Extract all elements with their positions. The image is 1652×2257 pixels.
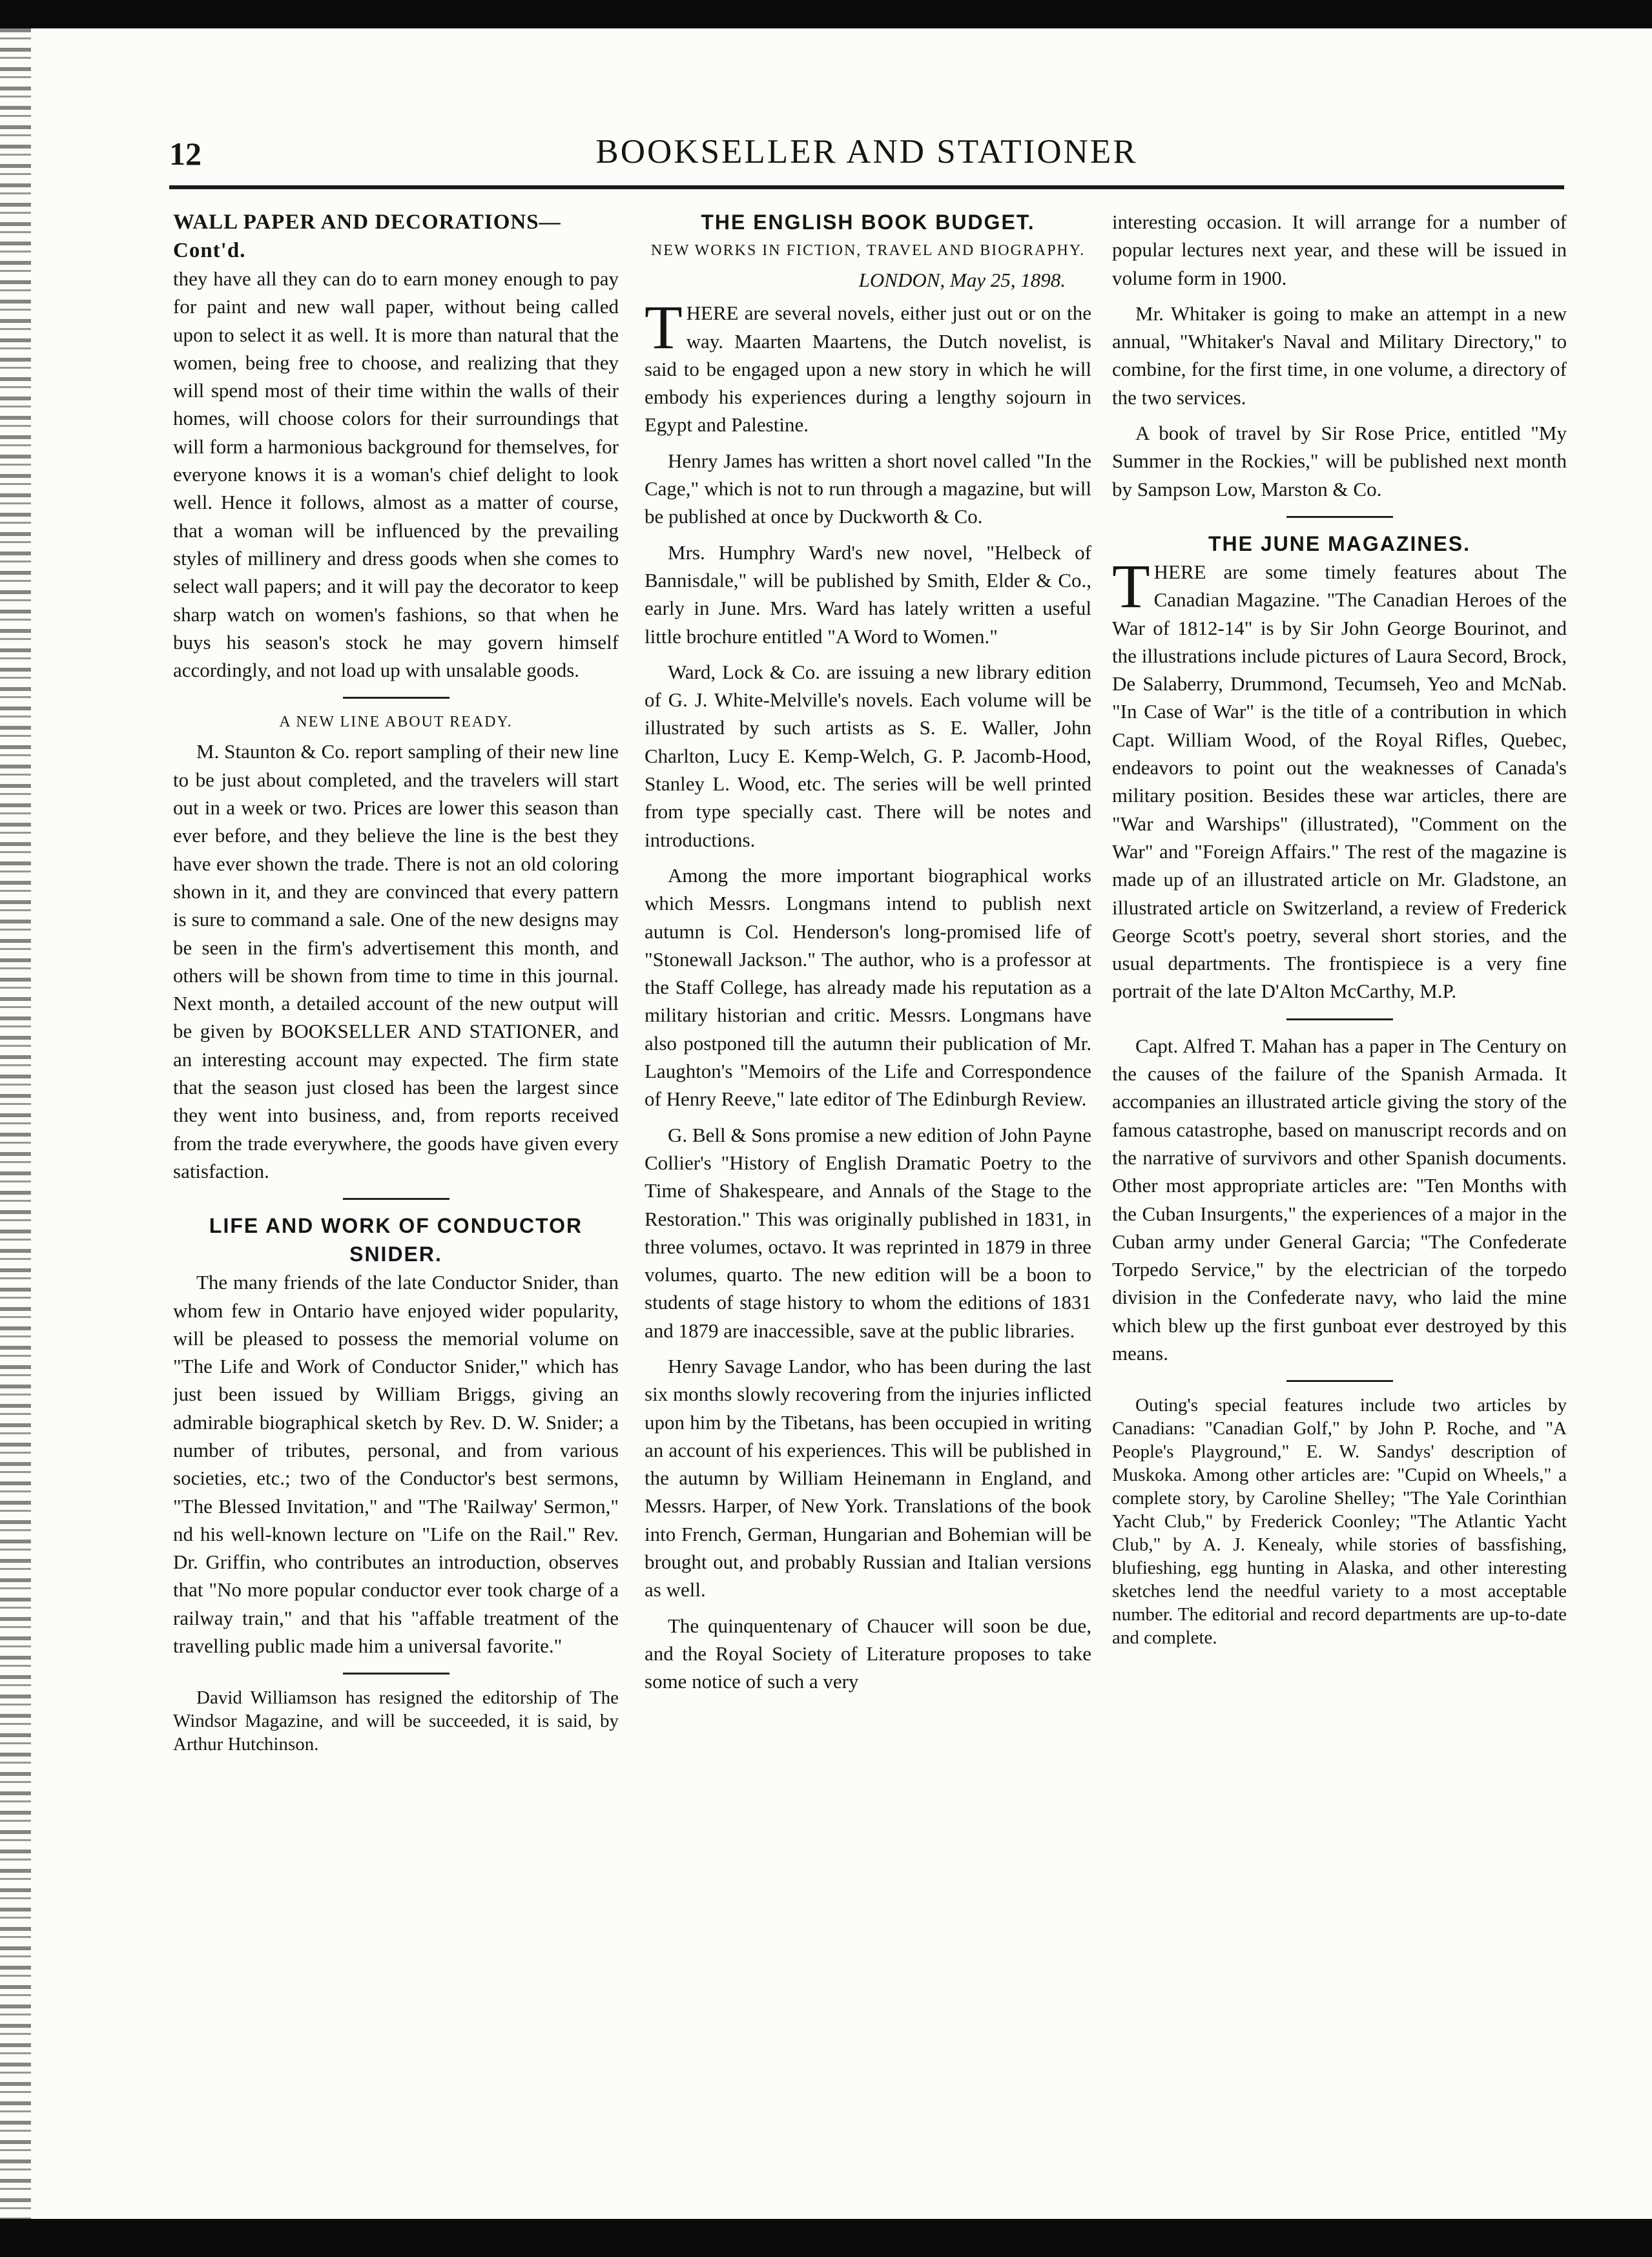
divider [1286,516,1393,518]
drop-cap: T [1112,551,1150,621]
paragraph: G. Bell & Sons promise a new edition of John Payne Collier's "History of English Dramatic Poetry to the Time of Shakespeare, and Annals of the Stage to the Restoration." This was originally published in 1831, in three volumes, octavo. It was reprinted in 1879 in three volumes, quarto. The new edition will be a boon to students of stage history to whom the editions of 1831 and 1879 are inaccessible, save at the public libraries. [645,1123,1091,1342]
paragraph: Ward, Lock & Co. are issuing a new library edition of G. J. White-Melville's novels. Each volume will be illustrated by such artists as S. E. Waller, John Charlton, Lucy E. Kemp-Welch, G. P. Jacomb-Hood, Stanley L. Wood, etc. The series will be well printed from type specially cast. There will be notes and introductions. [645,660,1091,851]
paragraph: M. Staunton & Co. report sampling of their new line to be just about completed, and the travelers will start out in a week or two. Prices are lower this season than ever before, and they believe the line is the best they have ever shown the trade. There is not an old coloring shown in it, and they are convinced that every pattern is sure to command a sale. One of the new designs may be seen in the firm's advertisement this month, and others will be shown from time to time in this journal. Next month, a detailed account of the new output will be given by BOOKSELLER AND STATIONER, and an interesting account may expected. The firm state that the season just closed has been the largest since they went into business, and, from reports received from the trade everywhere, the goods have given every satisfaction. [173,740,619,1182]
paragraph: Capt. Alfred T. Mahan has a paper in The Century on the causes of the failure of the Spanish Armada. It accompanies an illustrated article giving the story of the famous catastrophe, based on manuscript records and on the narrative of survivors and other Spanish documents. Other most appropriate articles are: "Ten Months with the Cuban Insurgents," the experiences of a major in the Cuban army under General Garcia; "The Confederate Torpedo Service," by the electrician of the torpedo division in the Confederate navy, who laid the mine which blew up the first gunboat ever destroyed by this means. [1112,1034,1567,1365]
column-1 [173,208,619,2197]
paragraph: they have all they can do to earn money enough to pay for paint and new wall paper, without being called upon to select it as well. It is more than natural that the women, being free to choose, and realizing that they will spend most of their time within the walls of their homes, will choose colors for their surroundings that will form a harmonious background for themselves, for everyone knows it is a woman's chief delight to look well. Hence it follows, almost as a matter of course, that a woman will be influenced by the prevailing styles of millinery and dress goods when she comes to select wall papers; and it will pay the decorator to keep sharp watch on women's fashions, so that when he buys his season's stock he may govern himself accordingly, and not load up with unsalable goods. [173,267,619,682]
paragraph: Mrs. Humphry Ward's new novel, "Helbeck of Bannisdale," will be published by Smith, Elder & Co., early in June. Mrs. Ward has lately written a useful little brochure entitled "A Word to Women." [645,541,1091,648]
paragraph: Henry James has written a short novel called "In the Cage," which is not to run through a magazine, but will be published at once by Duckworth & Co. [645,449,1091,528]
divider [343,1673,449,1675]
running-head: BOOKSELLER AND STATIONER [595,133,1138,170]
dateline: LONDON, May 25, 1898. [858,269,1066,291]
paragraph: interesting occasion. It will arrange for a number of popular lectures next year, and these will be issued in volume form in 1900. [1112,211,1567,289]
section-heading-june-magazines: THE JUNE MAGAZINES. [1208,531,1471,555]
page-number: 12 [169,136,201,172]
subheading-new-works: NEW WORKS IN FICTION, TRAVEL AND BIOGRAPHY. [650,242,1086,259]
paragraph: The quinquentenary of Chaucer will soon be due, and the Royal Society of Literature proposes to take some notice of such a very [645,1614,1091,1693]
section-heading-wall-paper: WALL PAPER AND DECORATIONS—Cont'd. [173,211,561,262]
column-3 [1112,208,1567,2197]
divider [1286,1018,1393,1020]
page-header [169,132,1564,178]
divider [343,697,449,699]
subheading-new-line: A NEW LINE ABOUT READY. [279,714,513,731]
section-heading-conductor-snider: LIFE AND WORK OF CONDUCTOR SNIDER. [209,1214,583,1266]
paragraph [645,293,1091,438]
paragraph: Outing's special features include two articles by Canadians: "Canadian Golf," by John P. Roche, and "A People's Playground," E. W. Sandys' description of Muskoka. Among other articles are: "Cupid on Wheels," a complete story, by Caroline Shelley; "The Yale Corinthian Yacht Club," by Frederick Coonley; "The Atlantic Yacht Club," by A. J. Kenealy, while stories of bassfishing, blufieshing, egg hunting in Alaska, and other interesting sketches lend the needful variety to a most acceptable number. The editorial and record departments are up-to-date and complete. [1112,1395,1567,1649]
paragraph: Mr. Whitaker is going to make an attempt in a new annual, "Whitaker's Naval and Military Directory," to combine, for the first time, in one volume, a directory of the two services. [1112,302,1567,409]
drop-cap: T [645,293,683,362]
paragraph-text: HERE are some timely features about The Canadian Magazine. "The Canadian Heroes of the War of 1812-14" is by Sir John George Bourinot, and the illustrations include pictures of Laura Secord, Brock, De Salaberry, Drummond, Tecumseh, Yeo and McNab. "In Case of War" is the title of a contribution in which Capt. William Wood, of the Royal Rifles, Quebec, endeavors to point out the weaknesses of Canada's military position. Besides these war articles, there are "War and Warships" (illustrated), "Comment on the War" and "Foreign Affairs." The rest of the magazine is made up of an illustrated article on Mr. Gladstone, an illustrated article on Switzerland, a review of Frederick George Scott's poetry, several short stories, and the usual departments. The frontispiece is a very fine portrait of the late D'Alton McCarthy, M.P. [1112,560,1567,1003]
divider [1286,1380,1393,1382]
paragraph: Among the more important biographical works which Messrs. Longmans intend to publish next autumn is Col. Henderson's long-promised life of "Stonewall Jackson." The author, who is a professor at the Staff College, has already made his reputation as a military historian and critic. Messrs. Longmans have also postponed till the autumn their publication of Mr. Laughton's "Memoirs of the Life and Correspondence of Henry Reeve," late editor of The Edinburgh Review. [645,863,1091,1111]
paragraph [1112,551,1567,1005]
paragraph-text: HERE are several novels, either just out or on the way. Maarten Maartens, the Dutch novelist, is said to be engaged upon a new story in which he will embody his experiences during a lengthy sojourn in Egypt and Palestine. [645,302,1091,437]
header-rule [169,185,1564,189]
paragraph: A book of travel by Sir Rose Price, entitled "My Summer in the Rockies," will be published next month by Sampson Low, Marston & Co. [1112,422,1567,500]
paragraph: The many friends of the late Conductor Snider, than whom few in Ontario have enjoyed wider popularity, will be pleased to possess the memorial volume on "The Life and Work of Conductor Snider," which has just been issued by William Briggs, giving an admirable biographical sketch by Rev. D. W. Snider; a number of tributes, personal, and from various societies, etc.; two of the Conductor's best sermons, "The Blessed Invitation," and "The 'Railway' Sermon," nd his well-known lecture on "Life on the Rail." Rev. Dr. Griffin, who contributes an introduction, observes that "No more popular conductor ever took charge of a railway train," and that his "affable treatment of the travelling public made him a universal favorite." [173,1271,619,1658]
divider [343,1198,449,1200]
paragraph: David Williamson has resigned the editorship of The Windsor Magazine, and will be succeeded, it is said, by Arthur Hutchinson. [173,1687,619,1755]
column-2 [645,208,1091,2197]
scan-border-bottom [0,2219,1652,2257]
scan-border-left [0,28,31,2219]
paragraph: Henry Savage Landor, who has been during the last six months slowly recovering from the injuries inflicted upon him by the Tibetans, has been occupied in writing an account of his experiences. This will be published in the autumn by William Heinemann in England, and Messrs. Harper, of New York. Translations of the book into French, German, Hungarian and Bohemian will be brought out, and probably Russian and Italian versions as well. [645,1354,1091,1602]
scan-border-top [0,0,1652,28]
section-heading-english-book-budget: THE ENGLISH BOOK BUDGET. [701,211,1035,234]
